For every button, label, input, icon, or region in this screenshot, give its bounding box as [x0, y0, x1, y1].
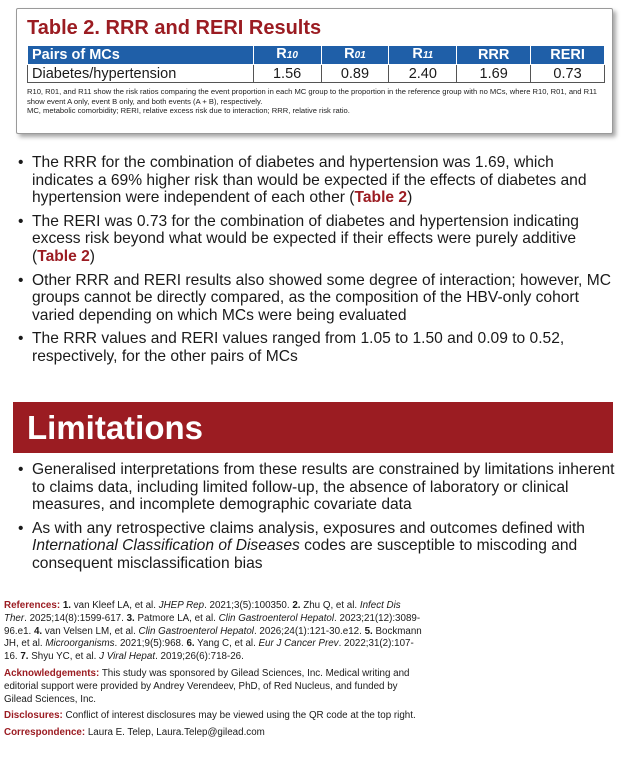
list-item: • Generalised interpretations from these results are constrained by limitations inherent to claims data, including limited follow-up, the absence of laboratory or clinical measures, and incomplete demographic covariate data	[16, 461, 616, 514]
table-2-link[interactable]: Table 2	[37, 247, 90, 265]
correspondence: Correspondence: Laura E. Telep, Laura.Telep@gilead.com	[4, 727, 265, 739]
cell-reri: 0.73	[531, 65, 605, 83]
cell-r01: 0.89	[321, 65, 389, 83]
header-r10: R10	[253, 46, 321, 65]
table-title: Table 2. RRR and RERI Results	[27, 17, 322, 39]
results-bullet-list	[16, 154, 616, 372]
footnote-line-1: R10, R01, and R11 show the risk ratios comparing the event proportion in each MC group to the proportion in the reference group with no MCs, where R10, R01, and R11 show event A only, event B only, and both events (A + B), respectively.	[27, 87, 597, 106]
header-pairs: Pairs of MCs	[28, 46, 254, 65]
limitations-bullet-list	[16, 461, 616, 579]
table-header-row	[28, 46, 605, 65]
list-item: • The RRR values and RERI values ranged from 1.05 to 1.50 and 0.09 to 0.52, respectively, for the other pairs of MCs	[16, 330, 616, 365]
back-matter	[4, 600, 424, 744]
table-2-link[interactable]: Table 2	[354, 189, 408, 207]
cell-rrr: 1.69	[457, 65, 531, 83]
footnote-line-2: MC, metabolic comorbidity; RERI, relative excess risk due to interaction; RRR, relative risk ratio.	[27, 106, 350, 115]
cell-r11: 2.40	[389, 65, 457, 83]
list-item: • Other RRR and RERI results also showed some degree of interaction; however, MC groups cannot be directly compared, as the composition of the HBV-only cohort varied depending on which MCs were being evaluated	[16, 272, 616, 325]
rrr-reri-table	[27, 45, 605, 83]
header-reri: RERI	[531, 46, 605, 65]
header-r01: R01	[321, 46, 389, 65]
header-rrr: RRR	[457, 46, 531, 65]
results-table-card	[16, 8, 613, 134]
table-row	[28, 65, 605, 83]
limitations-heading: Limitations	[13, 402, 613, 453]
table-footnote	[27, 87, 604, 116]
list-item: • The RERI was 0.73 for the combination of diabetes and hypertension indicating excess risk beyond what would be expected if their effects were purely additive (Table 2)	[16, 213, 616, 266]
header-r11: R11	[389, 46, 457, 65]
disclosures: Disclosures: Conflict of interest disclosures may be viewed using the QR code at the top right.	[4, 710, 416, 722]
references: References: 1. van Kleef LA, et al. JHEP Rep. 2021;3(5):100350. 2. Zhu Q, et al. Infect Dis Ther. 2025;14(8):1599-617. 3. Patmore LA, et al. Clin Gastroenterol Hepatol. 2023;21(12):3089-96.e1. 4. van Velsen LM, et al. Clin Gastroenterol Hepatol. 2026;24(1):121-30.e12. 5. Bockmann JH, et al. Microorganisms. 2021;9(5):968. 6. Yang C, et al. Eur J Cancer Prev. 2022;31(2):107-16. 7. Shyu YC, et al. J Viral Hepat. 2019;26(6):718-26.	[4, 600, 422, 663]
acknowledgements: Acknowledgements: This study was sponsored by Gilead Sciences, Inc. Medical writing and editorial support were provided by Andrey Verendeev, PhD, of Red Nucleus, and funded by Gilead Sciences, Inc.	[4, 667, 410, 705]
list-item: • As with any retrospective claims analysis, exposures and outcomes defined with International Classification of Diseases codes are susceptible to miscoding and consequent misclassification bias	[16, 520, 616, 573]
cell-pair: Diabetes/hypertension	[28, 65, 254, 83]
list-item: • The RRR for the combination of diabetes and hypertension was 1.69, which indicates a 69% higher risk than would be expected if the effects of diabetes and hypertension were independent of each other (Table 2)	[16, 154, 616, 207]
cell-r10: 1.56	[253, 65, 321, 83]
